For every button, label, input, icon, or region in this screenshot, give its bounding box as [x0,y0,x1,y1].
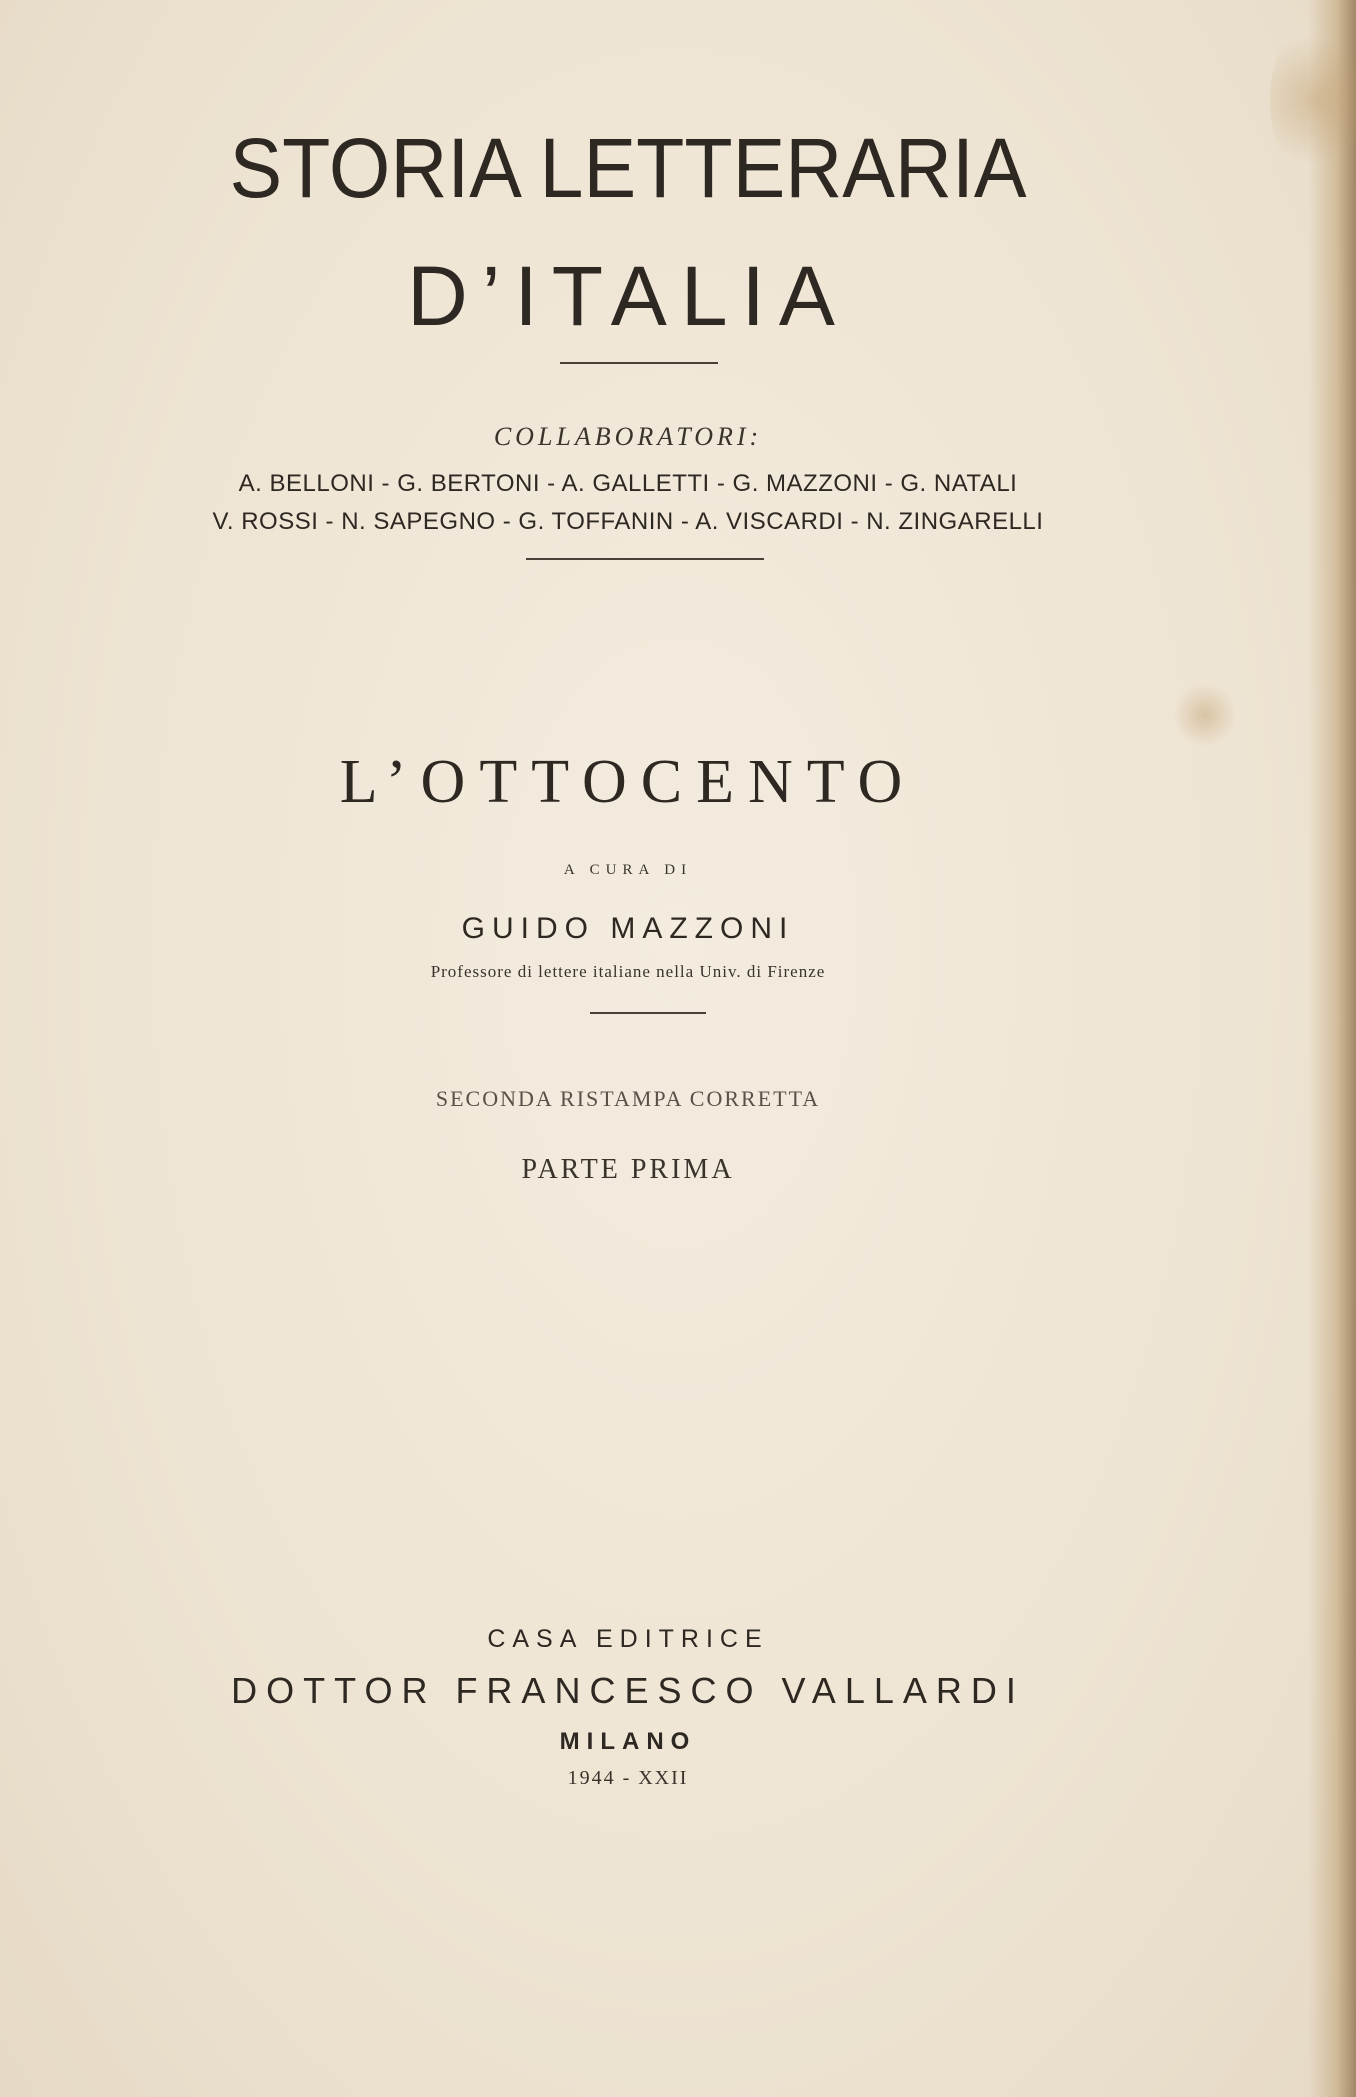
editor-name: GUIDO MAZZONI [461,912,795,945]
volume-subject: L’OTTOCENTO [339,748,917,816]
publication-year: 1944 - XXII [567,1767,689,1789]
paper-stain [1270,20,1356,180]
edited-by-label: A CURA DI [563,862,693,878]
collaborators-line-1: A. BELLONI - G. BERTONI - A. GALLETTI - G. MAZZONI - G. NATALI [238,470,1018,497]
collaborators-line-2: V. ROSSI - N. SAPEGNO - G. TOFFANIN - A. VISCARDI - N. ZINGARELLI [212,508,1044,535]
paper-stain [1175,680,1235,750]
part-label: PARTE PRIMA [521,1154,735,1185]
publisher-name: DOTTOR FRANCESCO VALLARDI [231,1670,1025,1711]
editor-description: Professore di lettere italiane nella Univ. di Firenze [430,962,826,981]
divider [526,558,764,560]
main-title-line-2: D’ITALIA [407,249,849,343]
edition-note: SECONDA RISTAMPA CORRETTA [435,1086,821,1111]
publisher-label: CASA EDITRICE [487,1625,769,1653]
page-edge-shadow [1308,0,1356,2097]
publisher-city: MILANO [559,1728,697,1755]
divider [590,1012,706,1014]
divider [560,362,718,364]
main-title-line-1: STORIA LETTERARIA [229,121,1027,215]
collaborators-label: COLLABORATORI: [493,422,763,451]
